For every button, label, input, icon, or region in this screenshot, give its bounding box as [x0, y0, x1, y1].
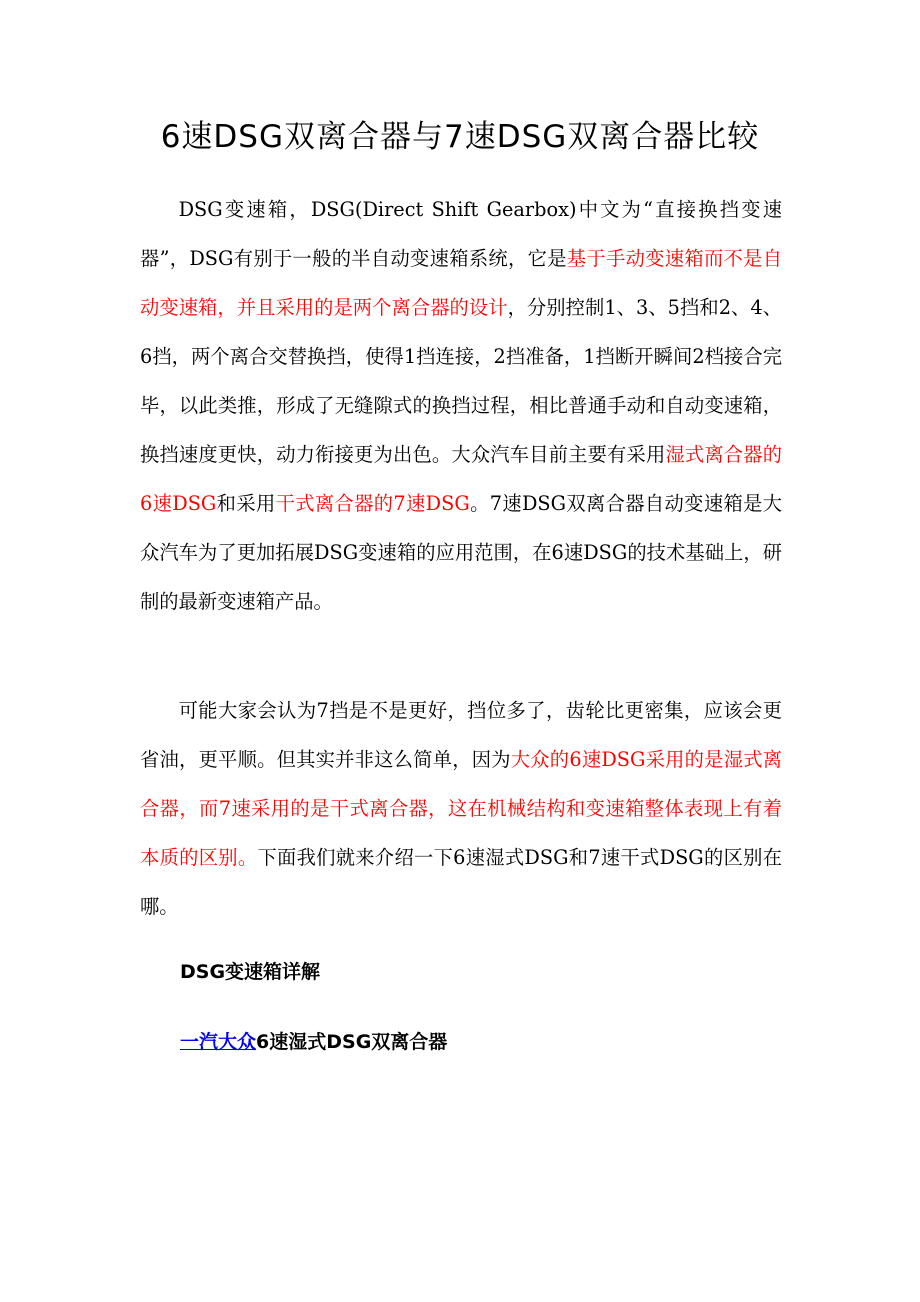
faw-volkswagen-link[interactable]: 一汽大众 — [180, 1031, 257, 1053]
paragraph-text: ，分别控制1、3、5挡和2、4、6挡，两个离合交替换挡，使得1挡连接，2挡准备，1挡断开瞬间2档接合完毕，以此类推，形成了无缝隙式的换挡过程，相比普通手动和自动变速箱，换挡速度更快，动力衔接更为出色。大众汽车目前主要有采用 — [140, 296, 783, 466]
highlighted-text: 大众的6速DSG采用的是湿式离合器，而7速采用的是干式离合器，这在机械结构和变速箱整体表现上有着本质的区别。 — [140, 748, 783, 869]
paragraph-text: 。7速DSG双离合器自动变速箱是大众汽车为了更加拓展DSG变速箱的应用范围，在6速DSG的技术基础上，研制的最新变速箱产品。 — [140, 492, 782, 613]
paragraph-text: DSG变速箱，DSG(Direct Shift Gearbox)中文为“直接换挡变速器”，DSG有别于一般的半自动变速箱系统，它是 — [140, 198, 782, 270]
paragraph-text: 下面我们就来介绍一下6速湿式DSG和7速干式DSG的区别在哪。 — [140, 846, 782, 918]
highlighted-text: 基于手动变速箱而不是自动变速箱，并且采用的是两个离合器的设计 — [140, 247, 782, 319]
section-heading-6-speed-wet-dsg — [180, 1027, 447, 1057]
section-heading-dsg-explained: DSG变速箱详解 — [180, 961, 321, 983]
heading-text: 6速湿式DSG双离合器 — [256, 1031, 448, 1053]
highlighted-text: 干式离合器的7速DSG — [275, 492, 470, 515]
document-title: 6速DSG双离合器与7速DSG双离合器比较 — [160, 119, 760, 155]
paragraph-text: 可能大家会认为7挡是不是更好，挡位多了，齿轮比更密集，应该会更省油，更平顺。但其实并非这么简单，因为 — [140, 699, 782, 771]
paragraph-7-speed-question — [140, 686, 782, 931]
paragraph-dsg-intro — [140, 185, 782, 626]
paragraph-text: 和采用 — [216, 492, 276, 515]
highlighted-text: 湿式离合器的6速DSG — [140, 443, 783, 515]
